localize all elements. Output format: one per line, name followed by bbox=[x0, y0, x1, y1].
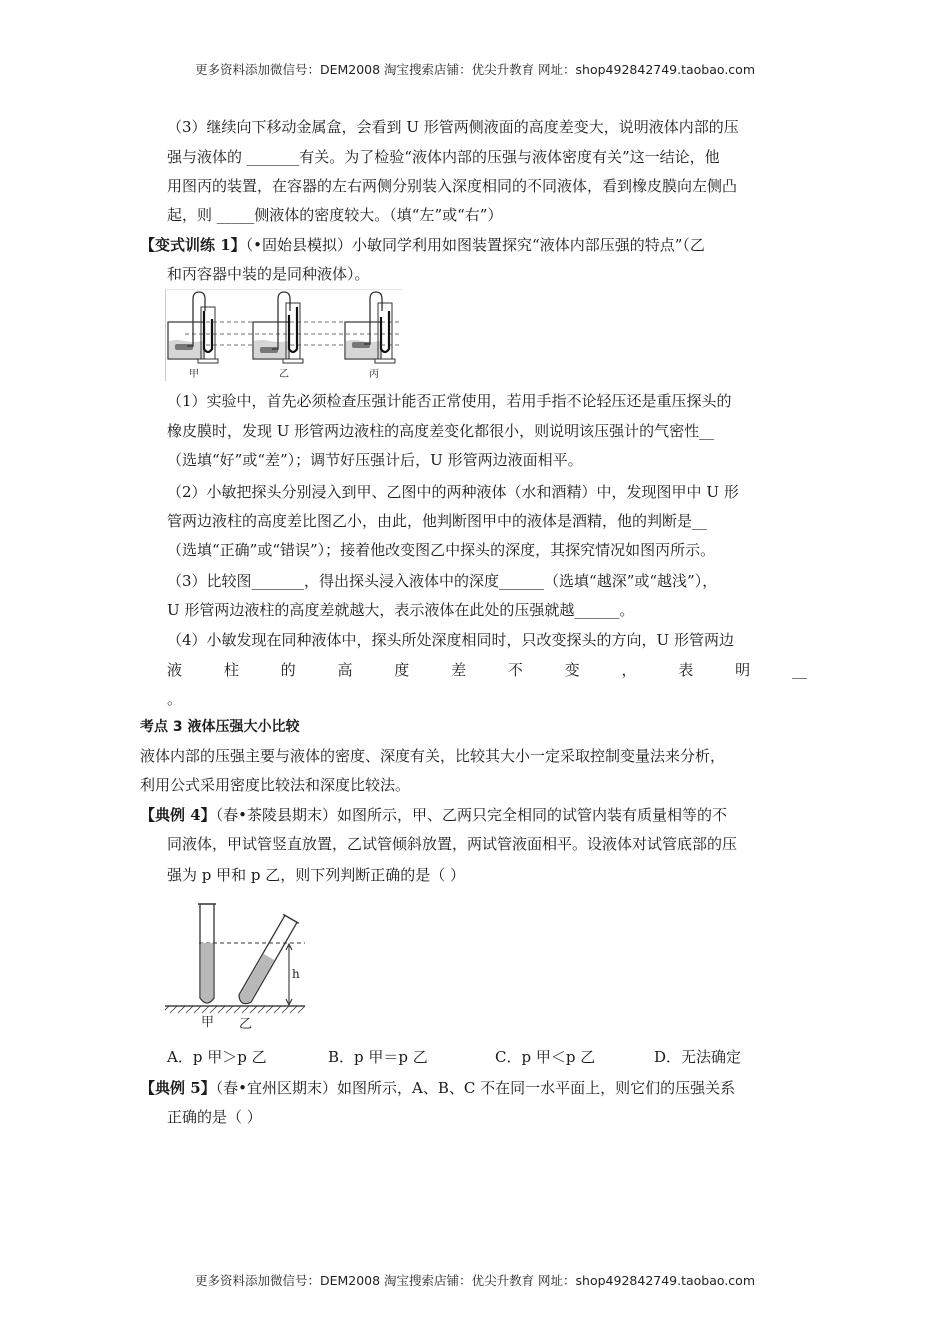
height-label: h bbox=[292, 967, 300, 981]
p3-line-4: 起，则 _____侧液体的密度较大。（填“左”或“右”） bbox=[167, 206, 503, 224]
q3-line-2: U 形管两边液柱的高度差就越大，表示液体在此处的压强就越______。 bbox=[167, 601, 635, 619]
page-footer: 更多资料添加微信号：DEM2008 淘宝搜索店铺：优尖升教育 网址：shop492842749.taobao.com bbox=[194, 1273, 756, 1288]
q4-char: 液 bbox=[167, 661, 183, 679]
tube-label-jia: 甲 bbox=[201, 1015, 215, 1030]
bianshi-tag: 【变式训练 1】 bbox=[140, 236, 246, 254]
bianshi-line-1 bbox=[140, 235, 705, 255]
dianli5-text-1: （春•宜州区期末）如图所示，A、B、C 不在同一水平面上，则它们的压强关系 bbox=[215, 1079, 736, 1097]
q1-line-1: （1）实验中，首先必须检查压强计能否正常使用，若用手指不论轻压还是重压探头的 bbox=[167, 392, 732, 410]
label-bing: 丙 bbox=[369, 369, 379, 380]
q4-char: 不 bbox=[507, 661, 523, 679]
p3-line-2: 强与液体的 _______有关。为了检验“液体内部的压强与液体密度有关”这一结论，他 bbox=[167, 148, 720, 166]
q4-char: 度 bbox=[394, 661, 410, 679]
q4-line-1: （4）小敏发现在同种液体中，探头所处深度相同时，只改变探头的方向，U 形管两边 bbox=[167, 631, 734, 649]
dianli4-text-1: （春•茶陵县期末）如图所示，甲、乙两只完全相同的试管内装有质量相等的不 bbox=[215, 806, 728, 824]
option-c[interactable]: C．p 甲＜p 乙 bbox=[495, 1048, 596, 1066]
bianshi-line-2: 和丙容器中装的是同种液体）。 bbox=[167, 265, 370, 283]
dianli4-line-3: 强为 p 甲和 p 乙，则下列判断正确的是（ ） bbox=[167, 866, 466, 884]
kaodian-line-2: 利用公式采用密度比较法和深度比较法。 bbox=[140, 776, 411, 794]
q2-line-2: 管两边液柱的高度差比图乙小，由此，他判断图甲中的液体是酒精，他的判断是__ bbox=[167, 512, 708, 530]
label-yi: 乙 bbox=[279, 369, 289, 380]
ground-hatch bbox=[165, 1006, 305, 1013]
q4-char: ， bbox=[621, 661, 637, 679]
q2-line-1: （2）小敏把探头分别浸入到甲、乙图中的两种液体（水和酒精）中，发现图甲中 U 形 bbox=[167, 483, 739, 501]
manometer-figure bbox=[165, 289, 405, 381]
option-d[interactable]: D．无法确定 bbox=[654, 1048, 742, 1066]
test-tube-figure bbox=[165, 898, 315, 1033]
q4-char: __ bbox=[791, 661, 807, 679]
q1-line-3: （选填“好”或“差”）；调节好压强计后，U 形管两边液面相平。 bbox=[167, 451, 583, 469]
q4-char: 的 bbox=[280, 661, 296, 679]
dianli5-tag: 【典例 5】 bbox=[140, 1079, 216, 1097]
option-b[interactable]: B．p 甲＝p 乙 bbox=[328, 1048, 428, 1066]
p3-line-1: （3）继续向下移动金属盒，会看到 U 形管两侧液面的高度差变大，说明液体内部的压 bbox=[167, 118, 739, 136]
q4-char: 柱 bbox=[223, 661, 239, 679]
q2-line-3: （选填“正确”或“错误”）；接着他改变图乙中探头的深度，其探究情况如图丙所示。 bbox=[167, 541, 716, 559]
tube-jia bbox=[198, 904, 216, 1003]
option-a[interactable]: A．p 甲＞p 乙 bbox=[167, 1048, 267, 1066]
tube-label-yi: 乙 bbox=[239, 1017, 253, 1032]
q4-line-3: 。 bbox=[167, 690, 183, 708]
q4-char: 变 bbox=[564, 661, 580, 679]
dianli4-line-1 bbox=[140, 805, 727, 825]
bianshi-text-1: （•固始县模拟）小敏同学利用如图装置探究“液体内部压强的特点”（乙 bbox=[245, 236, 705, 254]
q4-char: 差 bbox=[451, 661, 467, 679]
q4-char: 表 bbox=[678, 661, 694, 679]
dianli4-tag: 【典例 4】 bbox=[140, 806, 216, 824]
q4-char: 高 bbox=[337, 661, 353, 679]
page-header: 更多资料添加微信号：DEM2008 淘宝搜索店铺：优尖升教育 网址：shop492842749.taobao.com bbox=[194, 62, 756, 77]
dianli5-line-2: 正确的是（ ） bbox=[167, 1108, 262, 1126]
kaodian-line-1: 液体内部的压强主要与液体的密度、深度有关，比较其大小一定采取控制变量法来分析， bbox=[140, 747, 726, 765]
p3-line-3: 用图丙的装置，在容器的左右两侧分别装入深度相同的不同液体，看到橡皮膜向左侧凸 bbox=[167, 177, 738, 195]
q4-char: 明 bbox=[735, 661, 751, 679]
q4-line-2 bbox=[167, 660, 807, 680]
q3-line-1: （3）比较图_______，得出探头浸入液体中的深度______（选填“越深”或“越浅”）， bbox=[167, 572, 718, 590]
label-jia: 甲 bbox=[189, 369, 199, 380]
kaodian-title: 考点 3 液体压强大小比较 bbox=[140, 719, 300, 735]
dianli5-line-1 bbox=[140, 1078, 735, 1098]
q1-line-2: 橡皮膜时，发现 U 形管两边液柱的高度差变化都很小，则说明该压强计的气密性__ bbox=[167, 422, 715, 440]
dianli4-line-2: 同液体，甲试管竖直放置，乙试管倾斜放置，两试管液面相平。设液体对试管底部的压 bbox=[167, 835, 738, 853]
